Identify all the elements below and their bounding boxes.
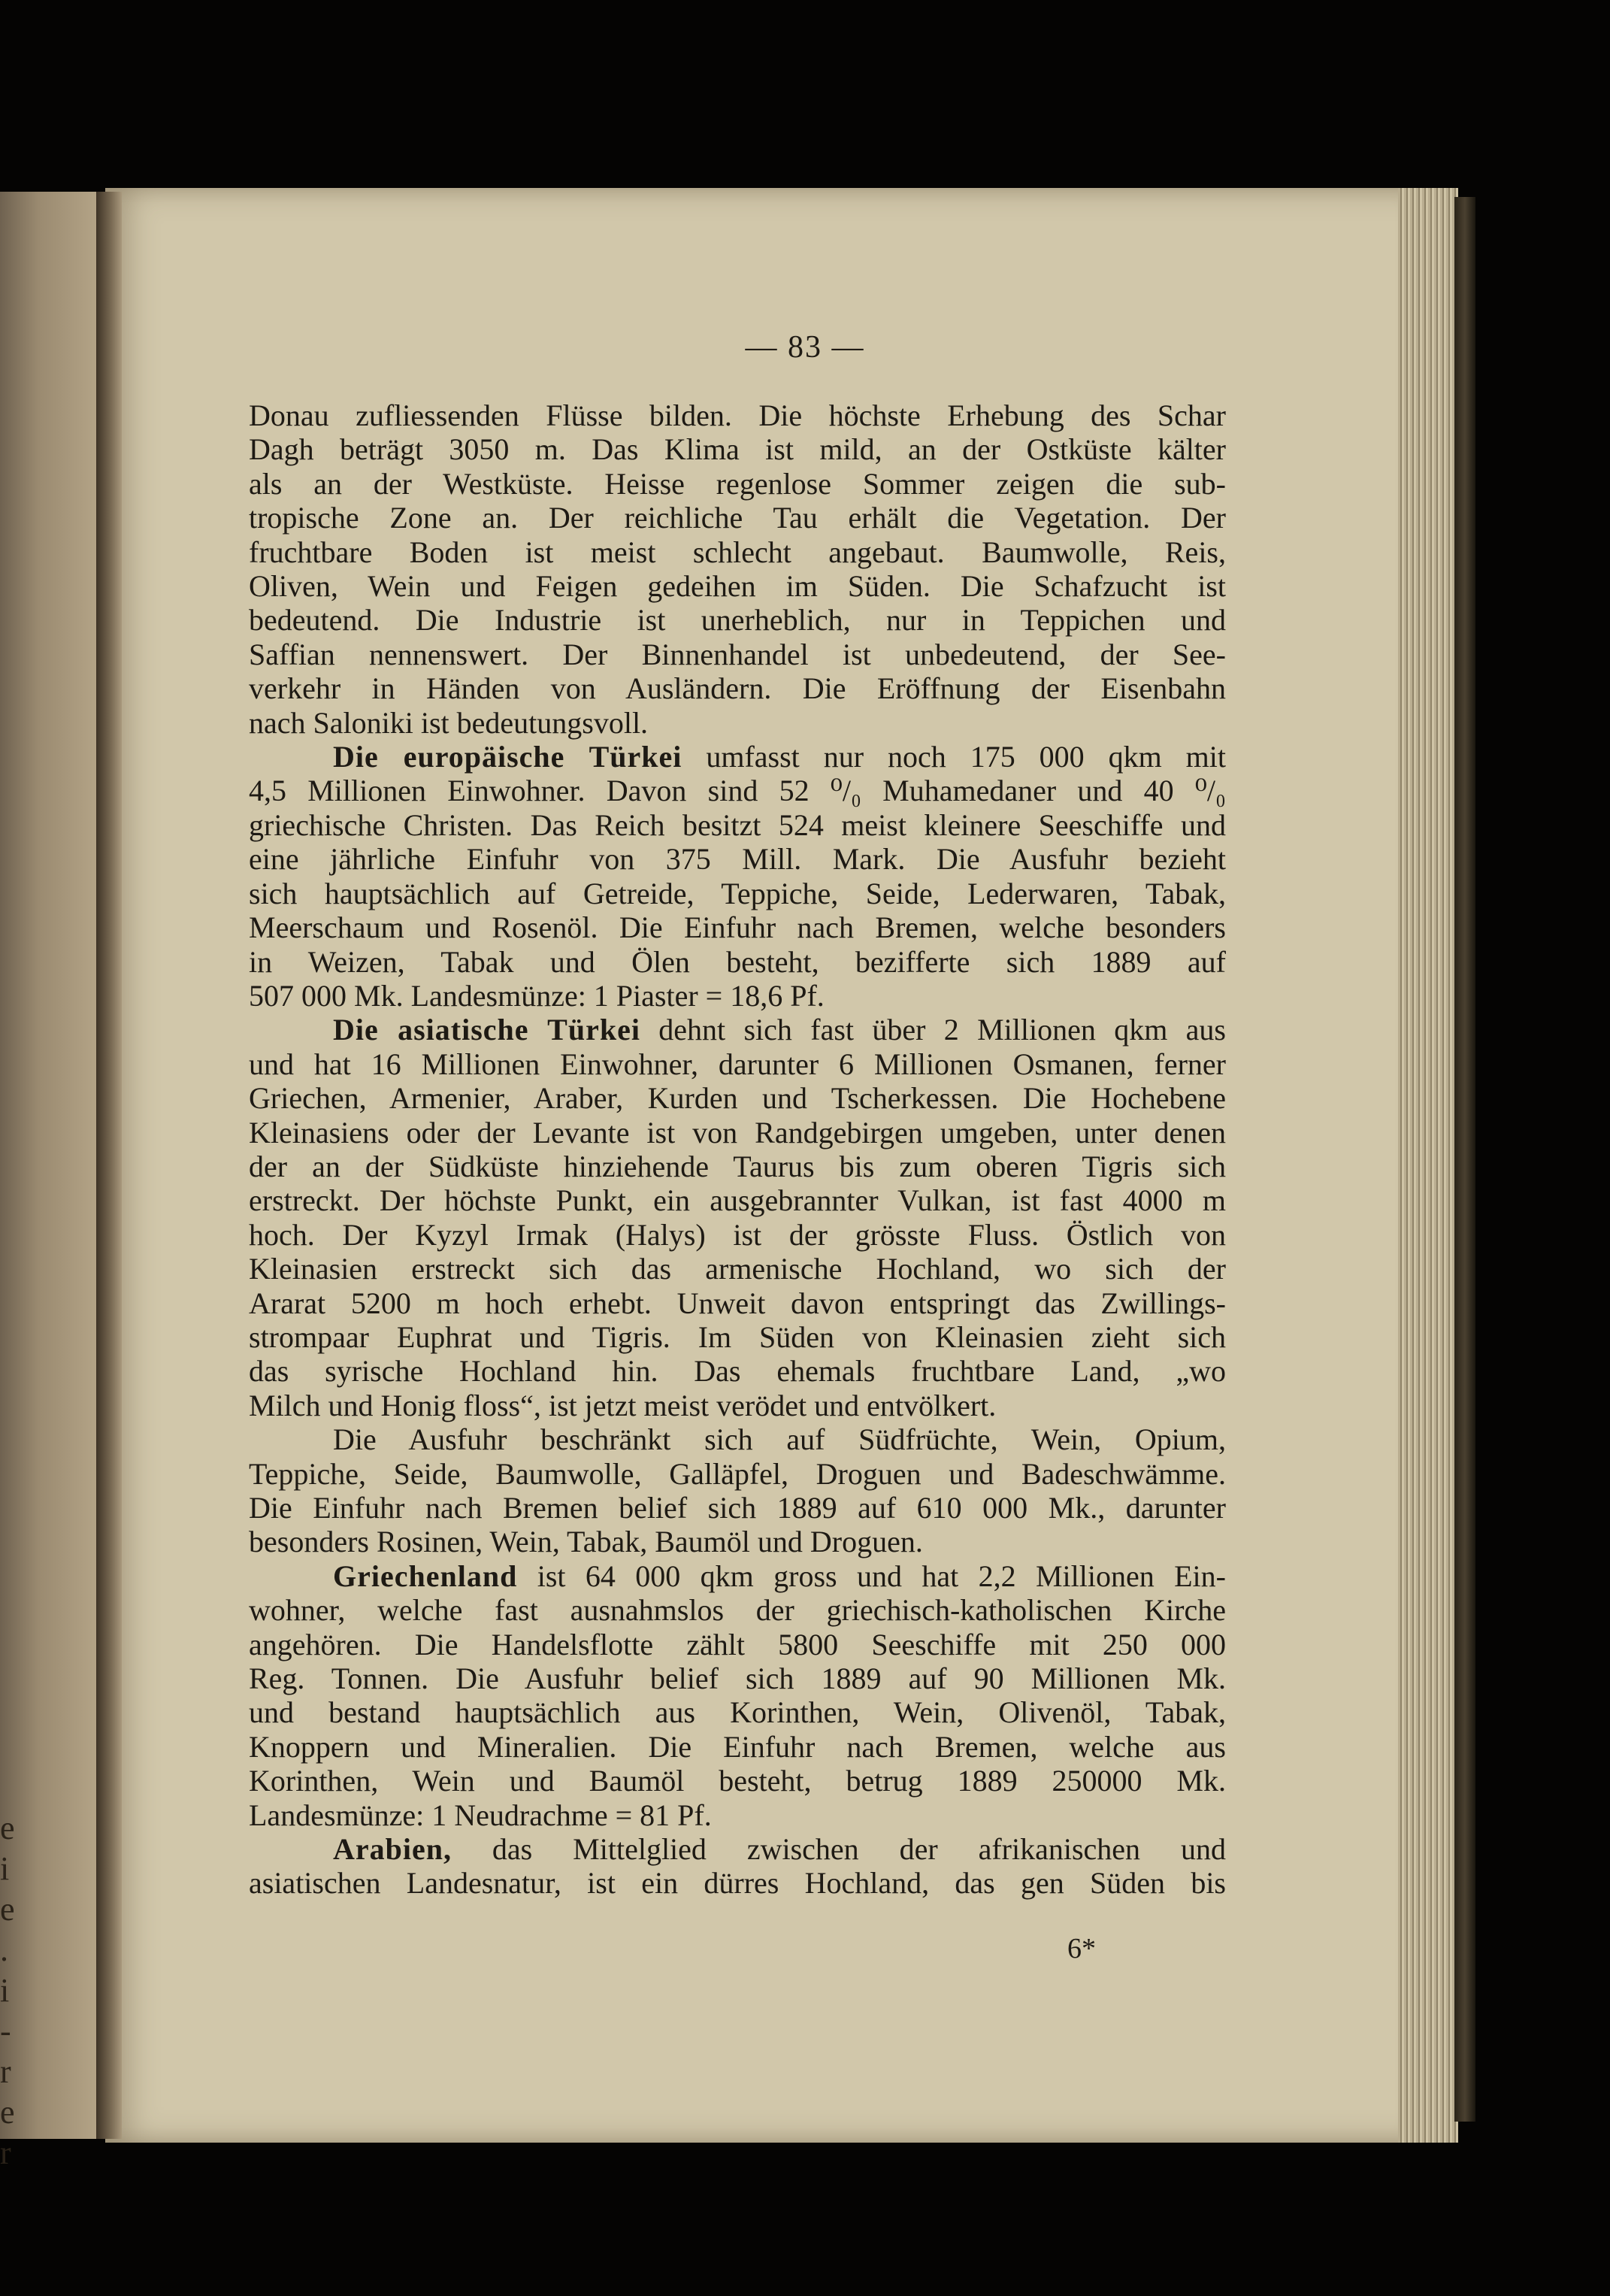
text-line: asiatischen Landesnatur, ist ein dürres Hochland, das gen Süden bis <box>249 1866 1226 1901</box>
text-line: Oliven, Wein und Feigen gedeihen im Süden. Die Schafzucht ist <box>249 569 1226 604</box>
text-line: in Weizen, Tabak und Ölen besteht, bezifferte sich 1889 auf <box>249 944 1226 979</box>
paragraph-european-turkey <box>249 740 1226 1013</box>
paragraph-exports <box>249 1422 1226 1559</box>
text-line: Kleinasiens oder der Levante ist von Randgebirgen umgeben, unter denen <box>249 1115 1226 1150</box>
body-text <box>249 398 1226 1901</box>
text-line: Landesmünze: 1 Neudrachme = 81 Pf. <box>249 1798 712 1832</box>
text-line <box>249 740 1226 774</box>
facing-letter: r <box>0 2134 11 2171</box>
facing-page-fragment <box>0 192 96 2171</box>
text-line: Teppiche, Seide, Baumwolle, Galläpfel, Droguen und Badeschwämme. <box>249 1456 1226 1491</box>
text-line: Die Einfuhr nach Bremen belief sich 1889 auf 610 000 Mk., darunter <box>249 1491 1226 1525</box>
text-line: der an der Südküste hinziehende Taurus bis zum oberen Tigris sich <box>249 1149 1226 1183</box>
text-line: 4,5 Millionen Einwohner. Davon sind 52 ⁰/₀ Muhamedaner und 40 ⁰/₀ <box>249 774 1226 808</box>
text-run: dehnt sich fast über 2 Millionen qkm aus <box>640 1013 1226 1047</box>
text-line: besonders Rosinen, Wein, Tabak, Baumöl und Droguen. <box>249 1525 923 1559</box>
text-line: und bestand hauptsächlich aus Korinthen, Wein, Olivenöl, Tabak, <box>249 1695 1226 1730</box>
text-line: erstreckt. Der höchste Punkt, ein ausgebrannter Vulkan, ist fast 4000 m <box>249 1183 1226 1218</box>
text-line: eine jährliche Einfuhr von 375 Mill. Mark. Die Ausfuhr bezieht <box>249 842 1226 877</box>
facing-letter: r <box>0 2053 11 2090</box>
text-line <box>249 1013 1226 1047</box>
text-line: Dagh beträgt 3050 m. Das Klima ist mild, an der Ostküste kälter <box>249 432 1226 467</box>
text-line: fruchtbare Boden ist meist schlecht angebaut. Baumwolle, Reis, <box>249 535 1226 569</box>
text-run: umfasst nur noch 175 000 qkm mit <box>682 740 1226 774</box>
paragraph-asian-turkey <box>249 1013 1226 1422</box>
text-line <box>249 1559 1226 1593</box>
facing-page-letters <box>0 1808 30 2173</box>
text-line: hoch. Der Kyzyl Irmak (Halys) ist der grösste Fluss. Östlich von <box>249 1217 1226 1252</box>
facing-letter: e <box>0 1891 15 1928</box>
book-cover-edge <box>1454 197 1475 2122</box>
text-line <box>249 1832 1226 1866</box>
text-line: Griechen, Armenier, Araber, Kurden und Tscherkessen. Die Hochebene <box>249 1081 1226 1116</box>
text-line: nach Saloniki ist bedeutungsvoll. <box>249 705 649 740</box>
signature-mark: 6* <box>1067 1933 1096 1964</box>
text-line: Kleinasien erstreckt sich das armenische Hochland, wo sich der <box>249 1252 1226 1286</box>
text-line: Saffian nennenswert. Der Binnenhandel ist unbedeutend, der See- <box>249 637 1226 671</box>
text-line: bedeutend. Die Industrie ist unerheblich, nur in Teppichen und <box>249 603 1226 638</box>
text-line: griechische Christen. Das Reich besitzt 524 meist kleinere Seeschiffe und <box>249 807 1226 842</box>
text-line: Ararat 5200 m hoch erhebt. Unweit davon entspringt das Zwillings- <box>249 1286 1226 1320</box>
paragraph-greece <box>249 1559 1226 1832</box>
text-line: Die Ausfuhr beschränkt sich auf Südfrüchte, Wein, Opium, <box>333 1422 1226 1457</box>
facing-letter: . <box>0 1931 8 1968</box>
facing-letter: e <box>0 2094 15 2131</box>
paragraph-intro <box>249 398 1226 740</box>
gutter-shadow <box>96 192 122 2139</box>
text-line: sich hauptsächlich auf Getreide, Teppiche, Seide, Lederwaren, Tabak, <box>249 876 1226 910</box>
text-line: als an der Westküste. Heisse regenlose Sommer zeigen die sub- <box>249 466 1226 501</box>
section-heading: Die asiatische Türkei <box>333 1013 640 1047</box>
text-line: Milch und Honig floss“, ist jetzt meist verödet und entvölkert. <box>249 1388 997 1422</box>
facing-letter: i <box>0 1850 10 1887</box>
text-line: Korinthen, Wein und Baumöl besteht, betrug 1889 250000 Mk. <box>249 1764 1226 1798</box>
text-line: Meerschaum und Rosenöl. Die Einfuhr nach Bremen, welche besonders <box>249 910 1226 945</box>
text-line: wohner, welche fast ausnahmslos der griechisch-katholischen Kirche <box>249 1593 1226 1628</box>
section-heading: Arabien, <box>333 1832 452 1867</box>
text-line: Reg. Tonnen. Die Ausfuhr belief sich 1889 auf 90 Millionen Mk. <box>249 1661 1226 1696</box>
text-line: angehören. Die Handelsflotte zählt 5800 Seeschiffe mit 250 000 <box>249 1627 1226 1661</box>
text-line: und hat 16 Millionen Einwohner, darunter 6 Millionen Osmanen, ferner <box>249 1047 1226 1081</box>
text-line: verkehr in Händen von Ausländern. Die Eröffnung der Eisenbahn <box>249 671 1226 706</box>
facing-letter: e <box>0 1810 15 1846</box>
section-heading: Griechenland <box>333 1558 518 1593</box>
section-heading: Die europäische Türkei <box>333 740 682 774</box>
facing-letter: i <box>0 1972 10 2009</box>
facing-letter: - <box>0 2013 11 2049</box>
page-number: — 83 — <box>745 330 865 365</box>
text-line: tropische Zone an. Der reichliche Tau erhält die Vegetation. Der <box>249 501 1226 535</box>
text-line: das syrische Hochland hin. Das ehemals fruchtbare Land, „wo <box>249 1354 1226 1389</box>
text-line: Donau zufliessenden Flüsse bilden. Die höchste Erhebung des Schar <box>249 398 1226 432</box>
text-line: Knoppern und Mineralien. Die Einfuhr nach Bremen, welche aus <box>249 1729 1226 1764</box>
text-line: strompaar Euphrat und Tigris. Im Süden von Kleinasien zieht sich <box>249 1319 1226 1354</box>
text-line: 507 000 Mk. Landesmünze: 1 Piaster = 18,6 Pf. <box>249 978 825 1013</box>
text-run: das Mittelglied zwischen der afrikanischen und <box>452 1832 1226 1867</box>
page-edges <box>1398 188 1458 2143</box>
paragraph-arabia <box>249 1832 1226 1901</box>
text-run: ist 64 000 qkm gross und hat 2,2 Millionen Ein- <box>517 1558 1226 1593</box>
